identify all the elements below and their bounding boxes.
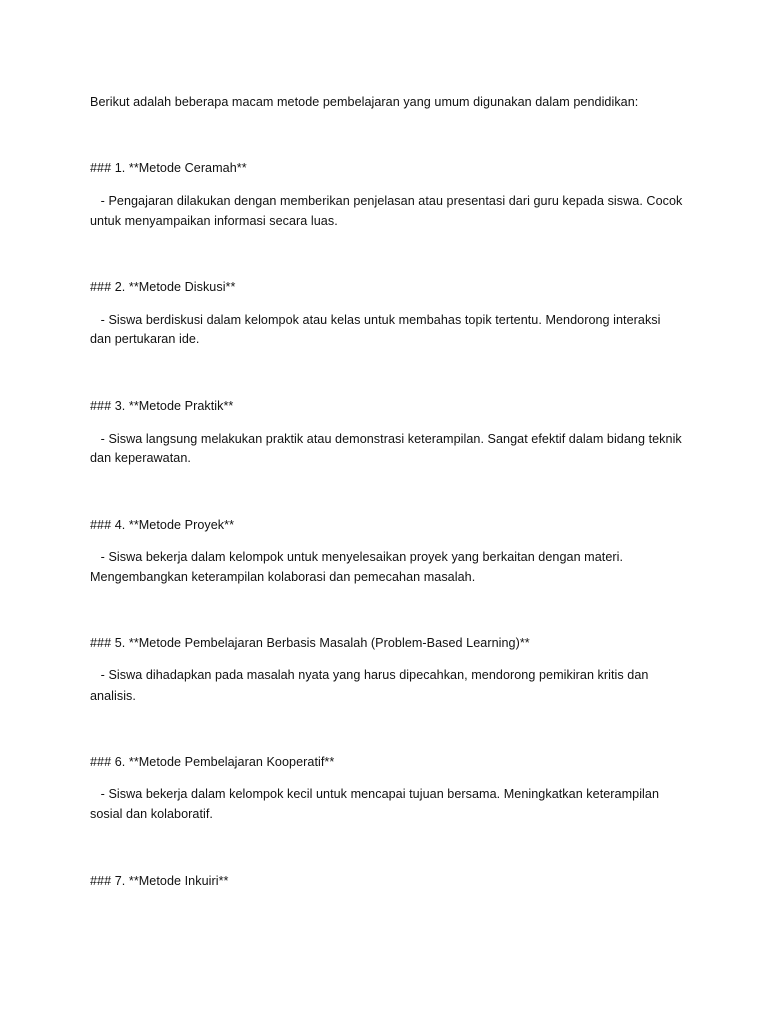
section-3-line-2: dan keperawatan. [90,451,191,465]
section-1-line-2: untuk menyampaikan informasi secara luas. [90,214,338,228]
section-3-line-1: - Siswa langsung melakukan praktik atau demonstrasi keterampilan. Sangat efektif dalam bidang teknik [90,432,682,446]
section-1-line-1: - Pengajaran dilakukan dengan memberikan penjelasan atau presentasi dari guru kepada siswa. Cocok [90,194,683,208]
section-4-line-2: Mengembangkan keterampilan kolaborasi dan pemecahan masalah. [90,570,476,584]
section-4-line-1: - Siswa bekerja dalam kelompok untuk menyelesaikan proyek yang berkaitan dengan materi. [90,550,624,564]
section-heading-2: ### 2. **Metode Diskusi** [90,280,236,294]
section-heading-7: ### 7. **Metode Inkuiri** [90,874,229,888]
section-5-line-2: analisis. [90,689,136,703]
section-heading-6: ### 6. **Metode Pembelajaran Kooperatif** [90,755,335,769]
section-2-line-2: dan pertukaran ide. [90,332,200,346]
section-6-line-2: sosial dan kolaboratif. [90,807,213,821]
section-2-line-1: - Siswa berdiskusi dalam kelompok atau kelas untuk membahas topik tertentu. Mendorong interaksi [90,313,661,327]
section-heading-1: ### 1. **Metode Ceramah** [90,161,247,175]
section-heading-4: ### 4. **Metode Proyek** [90,518,235,532]
intro-text: Berikut adalah beberapa macam metode pembelajaran yang umum digunakan dalam pendidikan: [90,95,639,109]
section-heading-3: ### 3. **Metode Praktik** [90,399,234,413]
section-6-line-1: - Siswa bekerja dalam kelompok kecil untuk mencapai tujuan bersama. Meningkatkan keterampilan [90,787,660,801]
section-heading-5: ### 5. **Metode Pembelajaran Berbasis Masalah (Problem-Based Learning)** [90,636,530,650]
section-5-line-1: - Siswa dihadapkan pada masalah nyata yang harus dipecahkan, mendorong pemikiran kritis dan [90,668,649,682]
